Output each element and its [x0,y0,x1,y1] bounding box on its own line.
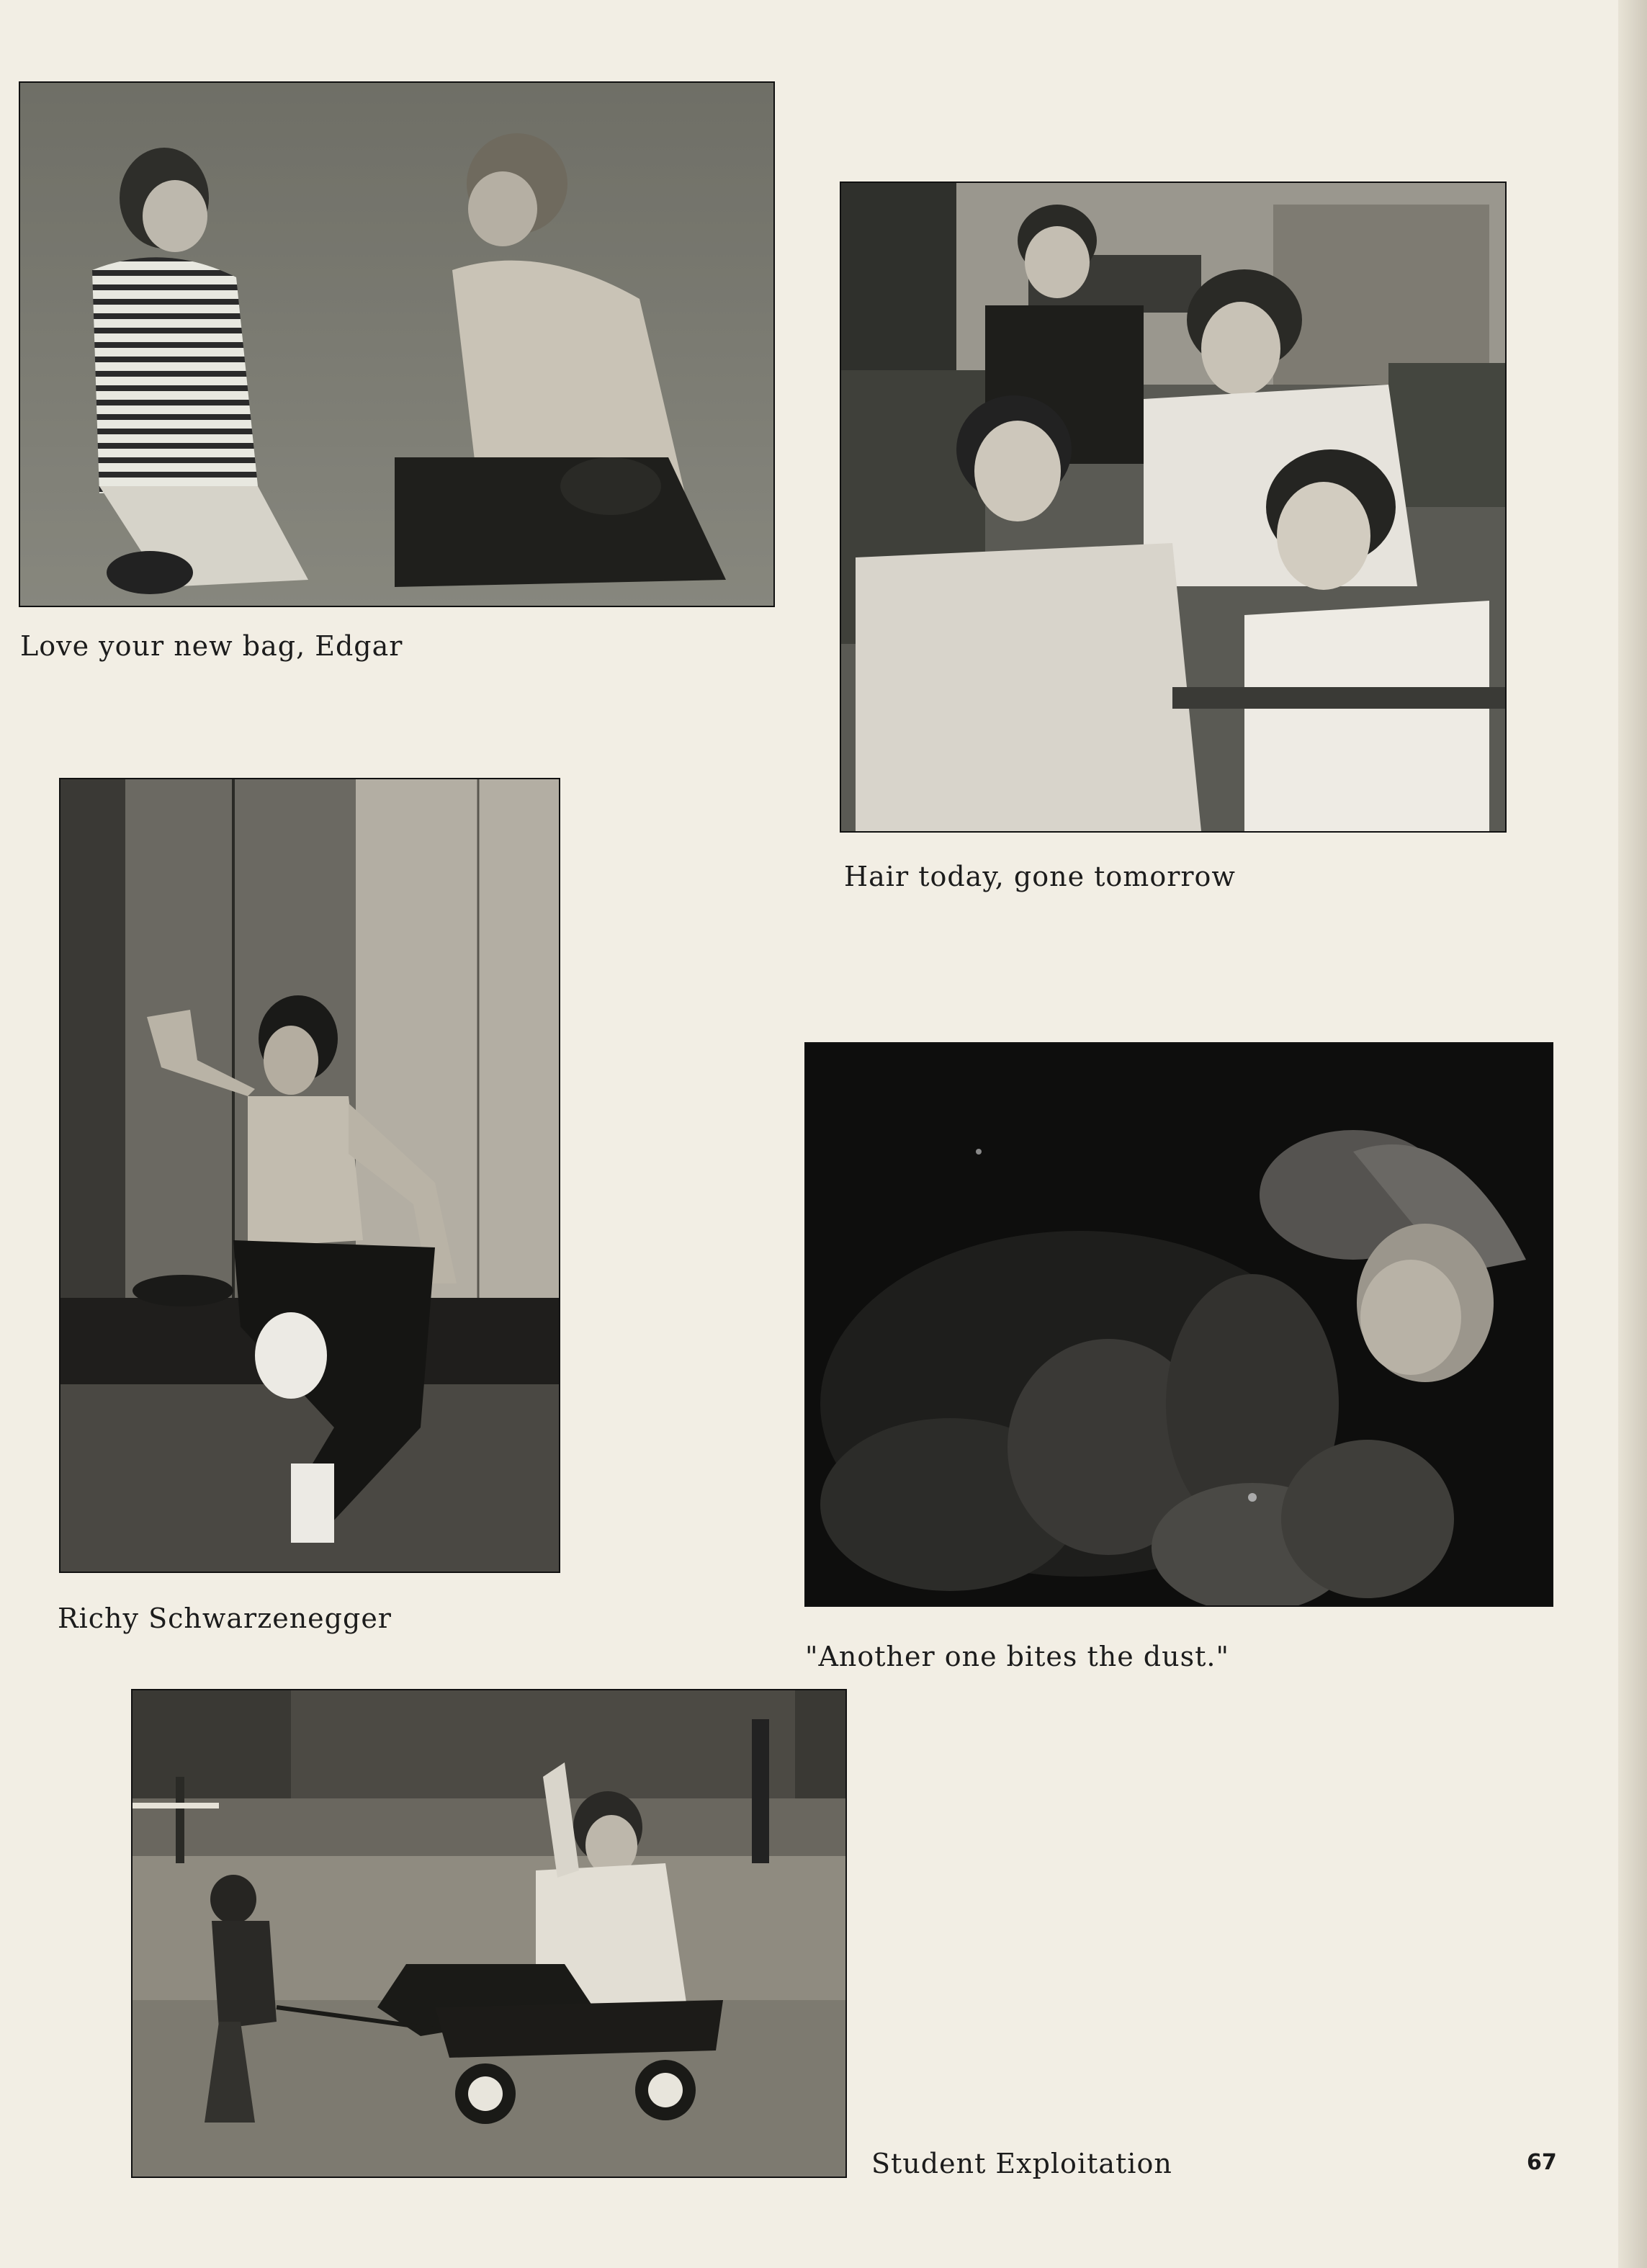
caption-wagon: Student Exploitation [871,2148,1172,2179]
flexing-photo-image [60,779,559,1572]
photo-sleeping [804,1042,1553,1607]
caption-sleeping: "Another one bites the dust." [805,1641,1229,1672]
photo-flexing [59,778,560,1573]
sleeping-photo-image [806,1044,1552,1605]
page-number: 67 [1527,2150,1557,2175]
photo-wagon [131,1689,847,2178]
caption-grass: Love your new bag, Edgar [20,630,403,662]
grass-photo-image [20,83,773,606]
group-photo-image [841,183,1505,831]
photo-grass [19,81,775,607]
caption-flexing: Richy Schwarzenegger [58,1603,392,1634]
wagon-photo-image [133,1690,845,2177]
page-edge [1618,0,1647,2268]
photo-group [840,181,1507,833]
caption-group: Hair today, gone tomorrow [844,861,1236,892]
